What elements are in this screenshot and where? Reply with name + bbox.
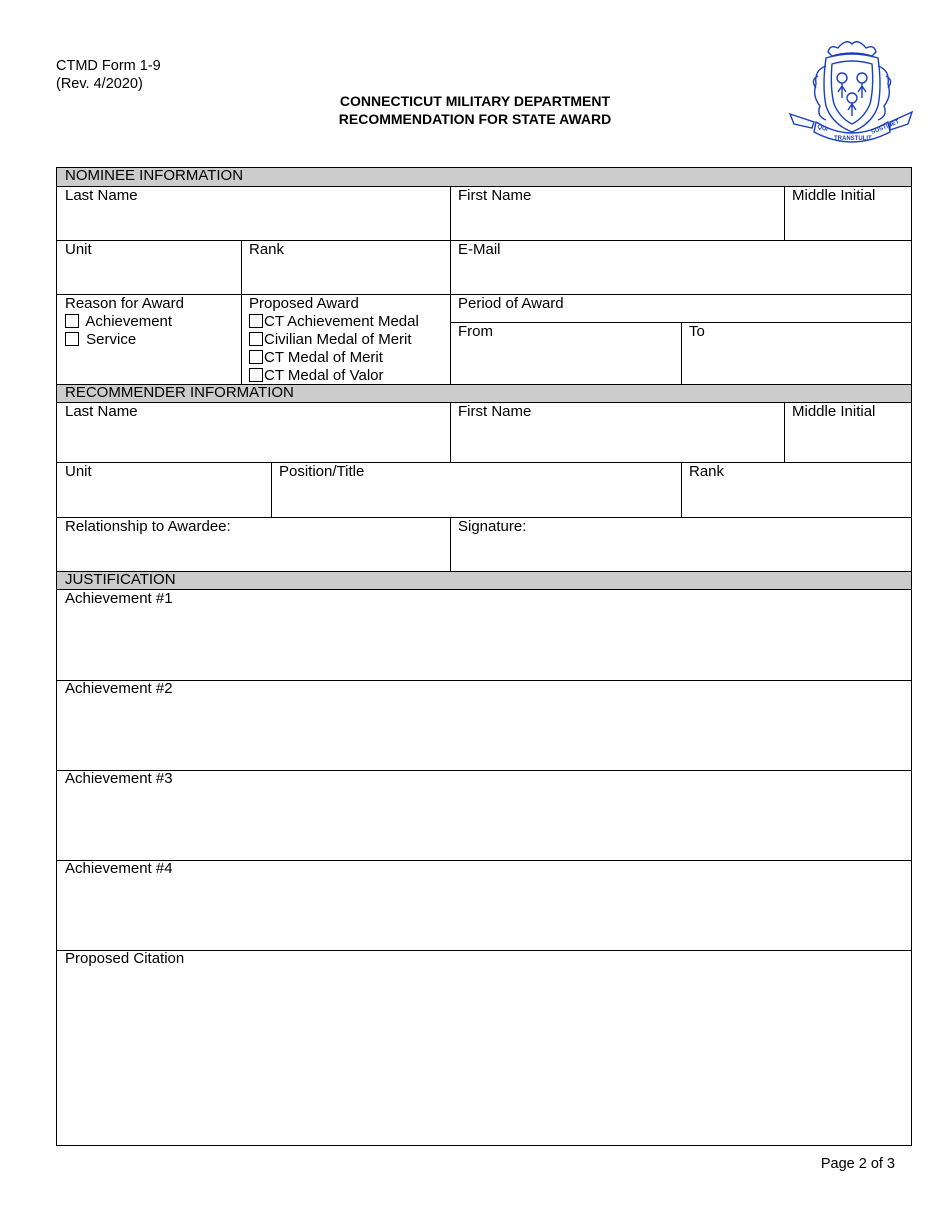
nominee-email-label: E-Mail: [458, 241, 501, 258]
nominee-last-name-label: Last Name: [65, 187, 138, 204]
divider: [784, 402, 785, 462]
civilian-medal-of-merit-label: Civilian Medal of Merit: [264, 331, 412, 348]
nominee-unit-field[interactable]: [57, 234, 241, 288]
form-identifier: [56, 57, 161, 93]
achievement-option-label: Achievement: [85, 313, 173, 330]
achievement-2-field[interactable]: [57, 673, 911, 763]
proposed-citation-label: Proposed Citation: [65, 950, 185, 967]
divider: [681, 322, 682, 385]
recommender-position-field[interactable]: [271, 456, 681, 510]
title-line-1: CONNECTICUT MILITARY DEPARTMENT: [339, 93, 611, 109]
achievement-checkbox[interactable]: [65, 314, 79, 328]
period-from-label: From: [458, 323, 493, 340]
recommender-unit-label: Unit: [65, 463, 92, 480]
nominee-last-name-field[interactable]: [57, 180, 450, 234]
seal-motto-qui: QUI: [816, 124, 829, 134]
relationship-to-awardee-label: Relationship to Awardee:: [65, 518, 231, 535]
period-to-field[interactable]: [681, 316, 911, 378]
divider: [784, 186, 785, 241]
ct-medal-of-valor-label: CT Medal of Valor: [264, 367, 384, 384]
period-from-field[interactable]: [450, 316, 681, 378]
proposed-award-label: Proposed Award: [249, 295, 359, 312]
reason-for-award-group: [57, 288, 241, 378]
nominee-middle-initial-label: Middle Initial: [792, 187, 876, 204]
nominee-section-header: NOMINEE INFORMATION: [57, 168, 911, 187]
reason-for-award-label: Reason for Award: [65, 295, 184, 312]
recommender-unit-field[interactable]: [57, 456, 271, 510]
service-checkbox[interactable]: [65, 332, 79, 346]
achievement-1-label: Achievement #1: [65, 590, 173, 607]
recommender-middle-initial-field[interactable]: [784, 396, 911, 456]
ct-medal-of-merit-label: CT Medal of Merit: [264, 349, 383, 366]
form-revision: (Rev. 4/2020): [56, 76, 143, 92]
form-number: CTMD Form 1-9: [56, 58, 161, 74]
nominee-middle-initial-field[interactable]: [784, 180, 911, 234]
recommender-last-name-label: Last Name: [65, 403, 138, 420]
signature-field[interactable]: [450, 511, 911, 565]
nominee-first-name-field[interactable]: [450, 180, 784, 234]
recommender-rank-label: Rank: [689, 463, 725, 480]
recommender-rank-field[interactable]: [681, 456, 911, 510]
seal-motto-sustinet: SUSTINET: [870, 119, 901, 136]
recommender-middle-initial-label: Middle Initial: [792, 403, 876, 420]
justification-section-header: JUSTIFICATION: [57, 571, 911, 590]
award-form: [56, 167, 912, 1146]
achievement-2-label: Achievement #2: [65, 680, 173, 697]
proposed-citation-field[interactable]: [57, 943, 911, 1133]
period-to-label: To: [689, 323, 705, 340]
recommender-position-label: Position/Title: [279, 463, 365, 480]
achievement-4-label: Achievement #4: [65, 860, 173, 877]
recommender-section-header: RECOMMENDER INFORMATION: [57, 384, 911, 403]
achievement-3-label: Achievement #3: [65, 770, 173, 787]
nominee-rank-field[interactable]: [241, 234, 450, 288]
recommender-first-name-label: First Name: [458, 403, 532, 420]
service-option-label: Service: [86, 331, 137, 348]
divider: [450, 517, 451, 572]
nominee-email-field[interactable]: [450, 234, 911, 288]
civilian-medal-of-merit-checkbox[interactable]: [249, 332, 263, 346]
ct-achievement-medal-checkbox[interactable]: [249, 314, 263, 328]
achievement-3-field[interactable]: [57, 763, 911, 853]
title-line-2: RECOMMENDATION FOR STATE AWARD: [338, 111, 612, 127]
ct-medal-of-valor-checkbox[interactable]: [249, 368, 263, 382]
ct-achievement-medal-label: CT Achievement Medal: [264, 313, 419, 330]
ct-medal-of-merit-checkbox[interactable]: [249, 350, 263, 364]
achievement-1-field[interactable]: [57, 583, 911, 673]
nominee-unit-label: Unit: [65, 241, 92, 258]
seal-motto-transtulit: TRANSTULIT: [834, 136, 872, 142]
divider: [450, 402, 451, 462]
page-title: [200, 92, 750, 128]
divider: [271, 462, 272, 517]
recommender-last-name-field[interactable]: [57, 396, 450, 456]
recommender-first-name-field[interactable]: [450, 396, 784, 456]
nominee-rank-label: Rank: [249, 241, 285, 258]
connecticut-state-seal-icon: [786, 36, 916, 148]
divider: [450, 186, 451, 241]
achievement-4-field[interactable]: [57, 853, 911, 943]
signature-label: Signature:: [458, 518, 527, 535]
relationship-to-awardee-field[interactable]: [57, 511, 450, 565]
period-of-award-label: Period of Award: [458, 295, 564, 312]
divider: [681, 462, 682, 517]
page-number: Page 2 of 3: [820, 1156, 895, 1172]
proposed-award-group: [241, 288, 450, 384]
nominee-first-name-label: First Name: [458, 187, 532, 204]
